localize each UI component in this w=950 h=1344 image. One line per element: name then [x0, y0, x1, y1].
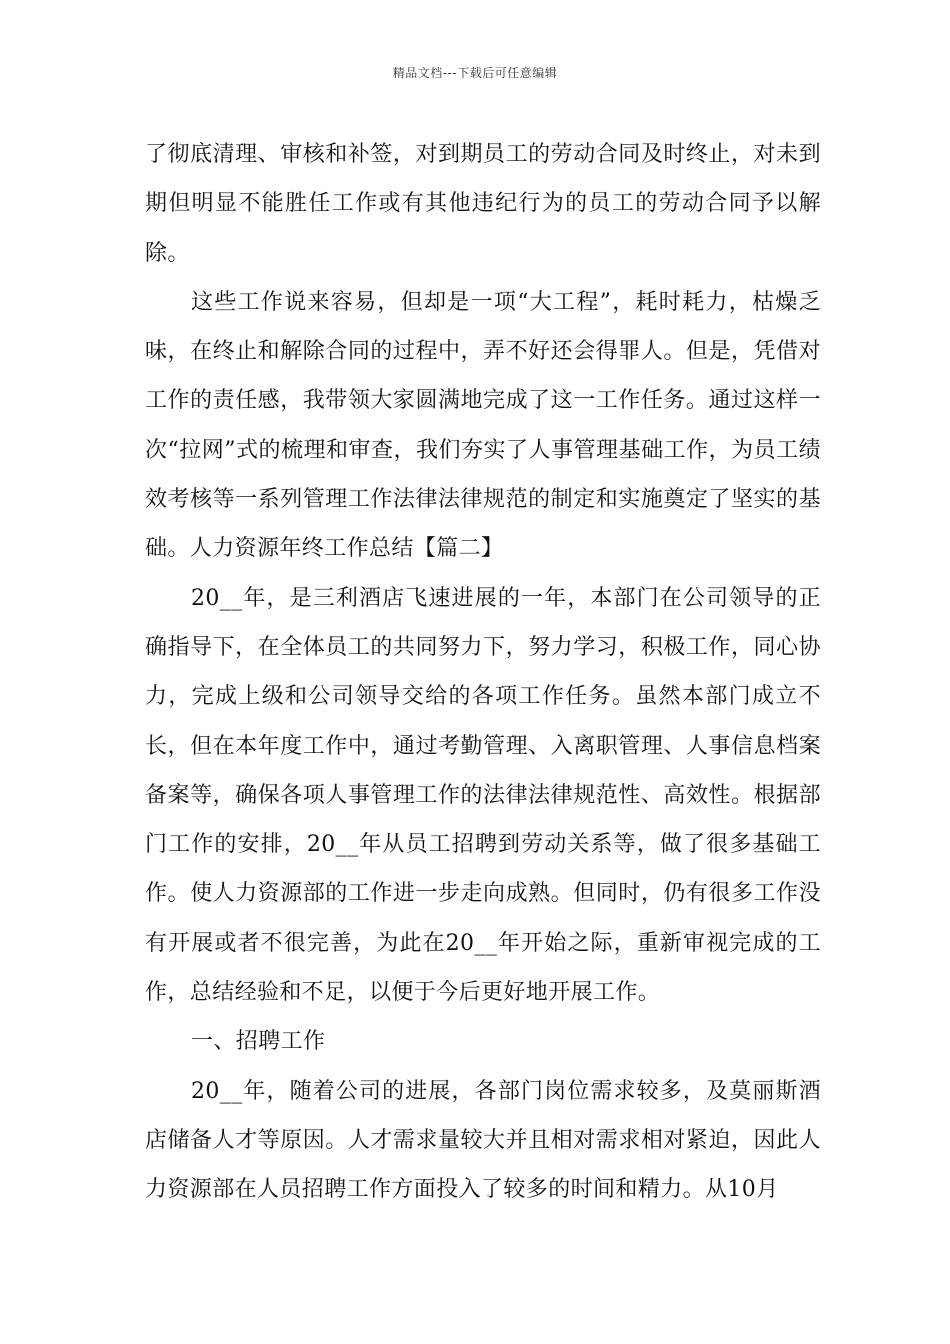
paragraph-continuation: 了彻底清理、审核和补签，对到期员工的劳动合同及时终止，对未到期但明显不能胜任工作或有其他违纪行为的员工的劳动合同予以解除。	[145, 142, 821, 266]
page-header: 精品文档---下载后可任意编辑	[392, 66, 558, 80]
paragraph-year-overview: 20__年，是三利酒店飞速进展的一年，本部门在公司领导的正确指导下，在全体员工的共同努力下，努力学习，积极工作，同心协力，完成上级和公司领导交给的各项工作任务。虽然本部门成立不长，但在本年度工作中，通过考勤管理、入离职管理、人事信息档案备案等，确保各项人事管理工作的法律法律规范性、高效性。根据部门工作的安排，20__年从员工招聘到劳动关系等，做了很多基础工作。使人力资源部的工作进一步走向成熟。但同时，仍有很多工作没有开展或者不很完善，为此在20__年开始之际，重新审视完成的工作，总结经验和不足，以便于今后更好地开展工作。	[145, 585, 821, 1006]
section-heading-recruitment: 一、招聘工作	[191, 1029, 326, 1055]
document-body	[145, 130, 821, 1215]
paragraph-recruitment: 20__年，随着公司的进展，各部门岗位需求较多，及莫丽斯酒店储备人才等原因。人才需求量较大并且相对需求相对紧迫，因此人力资源部在人员招聘工作方面投入了较多的时间和精力。从10月	[145, 1078, 821, 1203]
paragraph-work-summary: 这些工作说来容易，但却是一项“大工程”，耗时耗力，枯燥乏味，在终止和解除合同的过程中，弄不好还会得罪人。但是，凭借对工作的责任感，我带领大家圆满地完成了这一工作任务。通过这样一次“拉网”式的梳理和审查，我们夯实了人事管理基础工作，为员工绩效考核等一系列管理工作法律法律规范的制定和实施奠定了坚实的基础。人力资源年终工作总结【篇二】	[145, 289, 821, 562]
